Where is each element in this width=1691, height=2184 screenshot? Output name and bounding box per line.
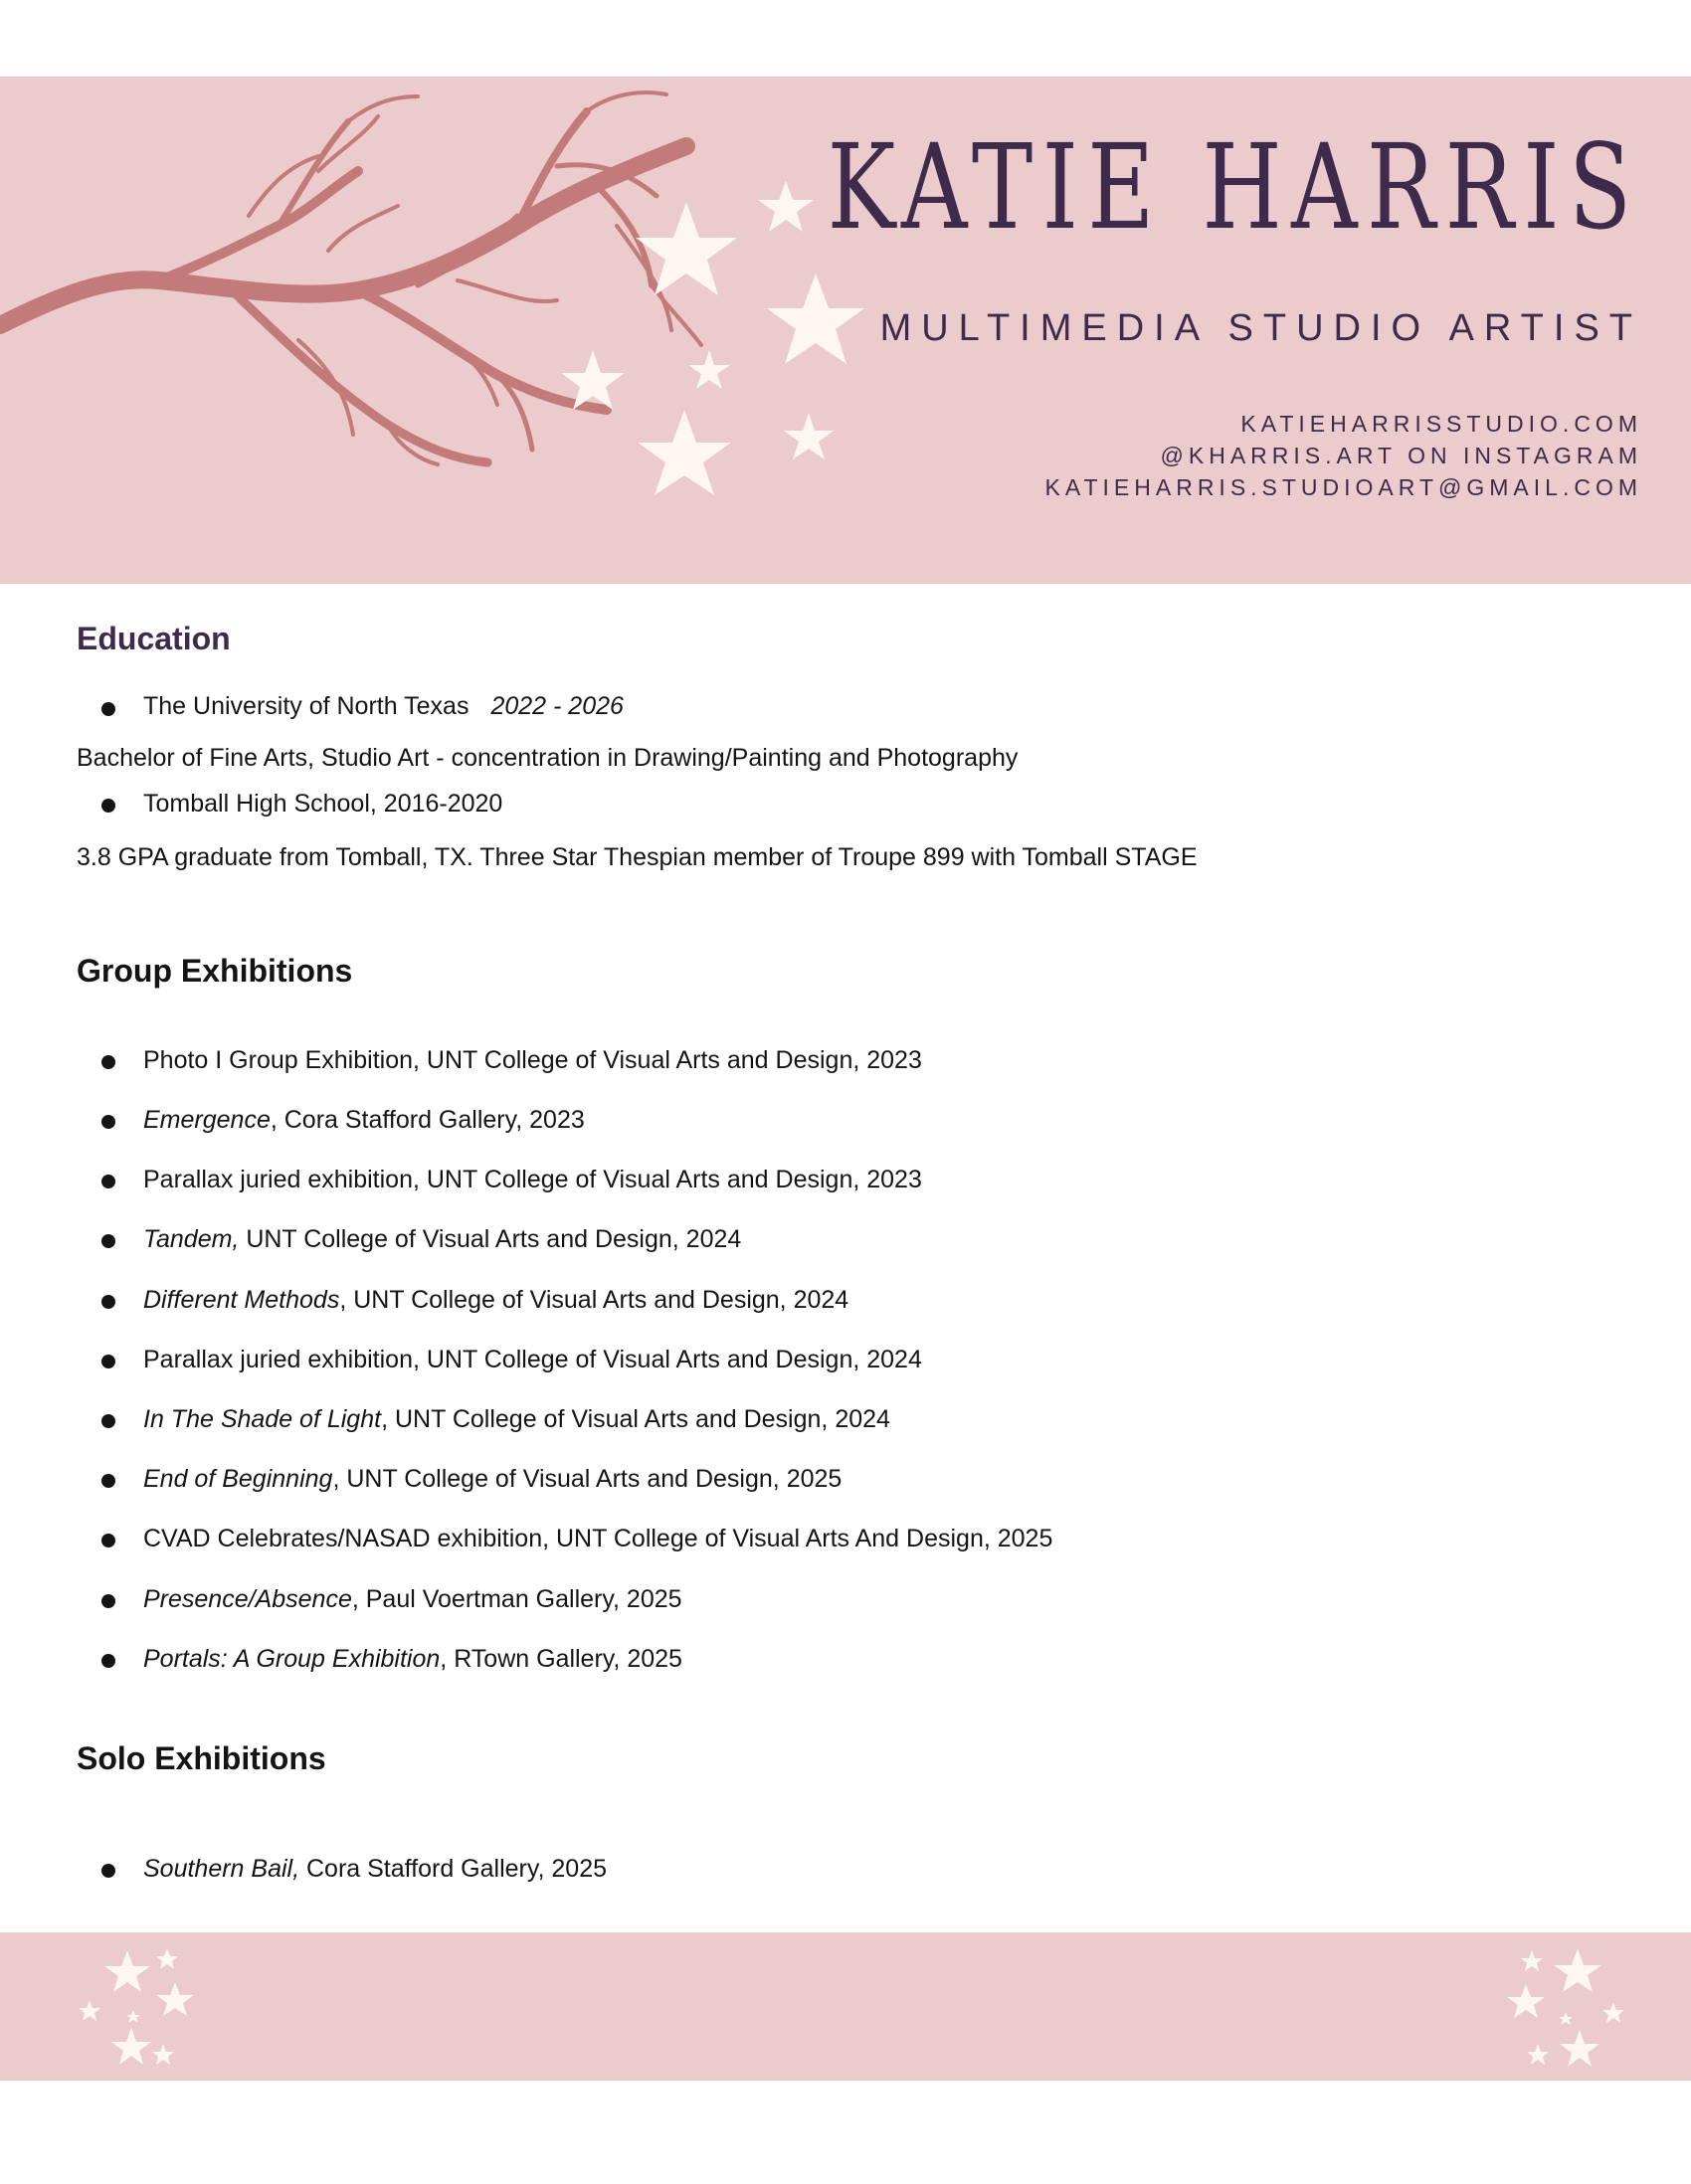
bullet-icon bbox=[101, 1654, 115, 1668]
exhibition-title: Presence/Absence bbox=[143, 1585, 352, 1613]
exhibition-title: Portals: A Group Exhibition bbox=[143, 1645, 441, 1673]
bullet-icon bbox=[101, 1175, 115, 1188]
school-name: The University of North Texas bbox=[143, 692, 470, 720]
exhibition-details: UNT College of Visual Arts and Design, 2024 bbox=[239, 1225, 742, 1253]
group-exhibitions-heading: Group Exhibitions bbox=[77, 953, 353, 989]
bullet-icon bbox=[101, 1594, 115, 1608]
bullet-icon bbox=[101, 1295, 115, 1309]
exhibition-title: Different Methods bbox=[143, 1286, 340, 1314]
exhibition-title: Emergence bbox=[143, 1106, 271, 1134]
artist-subtitle: MULTIMEDIA STUDIO ARTIST bbox=[879, 307, 1642, 349]
bullet-icon bbox=[101, 1474, 115, 1488]
exhibition-details: CVAD Celebrates/NASAD exhibition, UNT College of Visual Arts And Design, 2025 bbox=[143, 1525, 1053, 1552]
artist-name: KATIE HARRIS bbox=[827, 118, 1640, 256]
education-entry-unt bbox=[143, 690, 624, 722]
group-exhibition-item bbox=[143, 1044, 922, 1076]
header-band bbox=[0, 77, 1691, 584]
stars-cluster-icon bbox=[1500, 1932, 1639, 2081]
exhibition-details: , Paul Voertman Gallery, 2025 bbox=[351, 1585, 682, 1613]
exhibition-details: Cora Stafford Gallery, 2025 bbox=[299, 1855, 608, 1883]
footer-band bbox=[0, 1932, 1691, 2081]
instagram-link[interactable]: @KHARRIS.ART ON INSTAGRAM bbox=[1160, 443, 1642, 468]
stars-cluster-icon bbox=[72, 1932, 211, 2081]
solo-exhibitions-heading: Solo Exhibitions bbox=[77, 1740, 326, 1776]
school-years: 2022 - 2026 bbox=[490, 692, 624, 720]
exhibition-details: , Cora Stafford Gallery, 2023 bbox=[270, 1106, 585, 1134]
bullet-icon bbox=[101, 1115, 115, 1129]
bullet-icon bbox=[101, 1534, 115, 1547]
group-exhibition-item bbox=[143, 1223, 741, 1255]
bullet-icon bbox=[101, 1234, 115, 1248]
group-exhibition-item bbox=[143, 1164, 922, 1195]
bullet-icon bbox=[101, 1864, 115, 1878]
bullet-icon bbox=[101, 1355, 115, 1368]
exhibition-details: , RTown Gallery, 2025 bbox=[440, 1645, 682, 1673]
exhibition-details: , UNT College of Visual Arts and Design, 2024 bbox=[339, 1286, 849, 1314]
exhibition-details: , UNT College of Visual Arts and Design, 2025 bbox=[332, 1465, 843, 1493]
education-heading: Education bbox=[77, 621, 231, 656]
exhibition-details: Parallax juried exhibition, UNT College of Visual Arts and Design, 2023 bbox=[143, 1166, 922, 1193]
group-exhibition-item bbox=[143, 1583, 682, 1615]
bullet-icon bbox=[101, 1414, 115, 1428]
group-exhibition-item bbox=[143, 1463, 842, 1495]
exhibition-title: End of Beginning bbox=[143, 1465, 333, 1493]
education-detail-unt: Bachelor of Fine Arts, Studio Art - concentration in Drawing/Painting and Photography bbox=[77, 744, 1019, 772]
group-exhibition-item bbox=[143, 1523, 1052, 1554]
website-link[interactable]: KATIEHARRISSTUDIO.COM bbox=[1240, 411, 1642, 437]
exhibition-details: , UNT College of Visual Arts and Design, 2024 bbox=[381, 1405, 890, 1433]
group-exhibition-item bbox=[143, 1284, 848, 1316]
branch-illustration-icon bbox=[0, 77, 895, 584]
exhibition-title: Tandem, bbox=[143, 1225, 240, 1253]
exhibition-details: Parallax juried exhibition, UNT College of Visual Arts and Design, 2024 bbox=[143, 1346, 922, 1373]
contact-block bbox=[1045, 408, 1643, 503]
group-exhibition-item bbox=[143, 1344, 922, 1375]
exhibition-title: Southern Bail, bbox=[143, 1855, 300, 1883]
education-entry-tomball: Tomball High School, 2016-2020 bbox=[143, 790, 503, 818]
exhibition-details: Photo I Group Exhibition, UNT College of Visual Arts and Design, 2023 bbox=[143, 1046, 922, 1074]
exhibition-title: In The Shade of Light bbox=[143, 1405, 382, 1433]
group-exhibition-item bbox=[143, 1104, 585, 1136]
group-exhibition-item bbox=[143, 1403, 890, 1435]
bullet-icon bbox=[101, 702, 115, 716]
group-exhibition-item bbox=[143, 1643, 682, 1675]
email-link[interactable]: KATIEHARRIS.STUDIOART@GMAIL.COM bbox=[1044, 474, 1642, 500]
solo-exhibition-item bbox=[143, 1853, 607, 1885]
bullet-icon bbox=[101, 799, 115, 813]
education-detail-tomball: 3.8 GPA graduate from Tomball, TX. Three Star Thespian member of Troupe 899 with Tomball STAGE bbox=[77, 843, 1198, 871]
bullet-icon bbox=[101, 1055, 115, 1069]
